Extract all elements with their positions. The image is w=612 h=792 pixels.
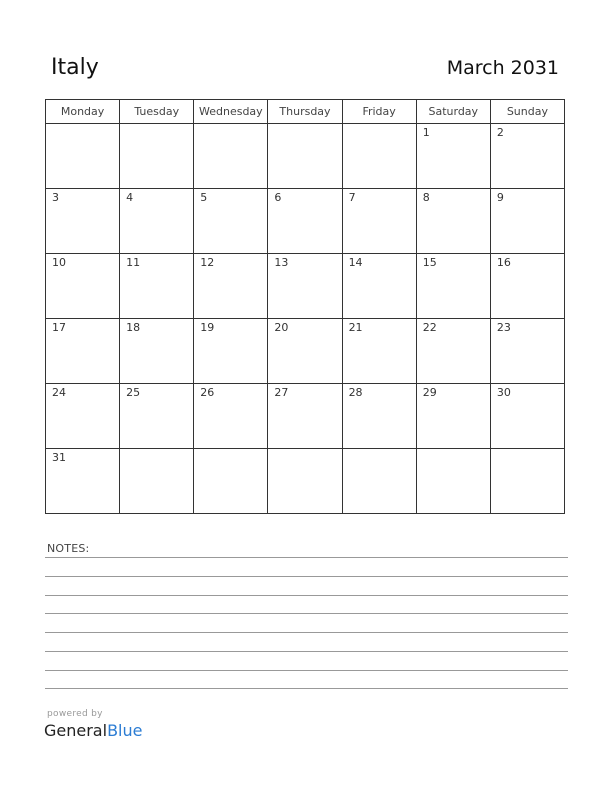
day-cell: [268, 449, 342, 514]
day-cell: [416, 384, 490, 449]
day-number: 6: [274, 191, 282, 204]
day-cell: [268, 254, 342, 319]
day-number: [120, 124, 193, 126]
day-number: 8: [422, 191, 430, 204]
day-cell: [490, 384, 564, 449]
day-cell: [194, 384, 268, 449]
week-row: [46, 124, 565, 189]
day-number: 28: [348, 386, 363, 399]
day-cell: [120, 189, 194, 254]
note-line: [45, 670, 568, 671]
day-number: 5: [200, 191, 208, 204]
day-number: 29: [422, 386, 437, 399]
weekday-header: Sunday: [490, 100, 564, 124]
day-cell: [46, 124, 120, 189]
day-cell: [342, 384, 416, 449]
day-number: 11: [126, 256, 141, 269]
day-number: 22: [422, 321, 437, 334]
note-line: [45, 595, 568, 596]
day-cell: [490, 189, 564, 254]
day-number: 15: [422, 256, 437, 269]
weekday-header-row: [46, 100, 565, 124]
day-cell: [416, 254, 490, 319]
note-line: [45, 613, 568, 614]
week-row: [46, 449, 565, 514]
day-cell: [342, 449, 416, 514]
day-cell: [194, 319, 268, 384]
day-cell: [342, 254, 416, 319]
day-cell: [46, 449, 120, 514]
day-number: 2: [496, 126, 504, 139]
week-row: [46, 319, 565, 384]
brand-logo-blue: Blue: [107, 721, 143, 740]
day-cell: [268, 189, 342, 254]
day-number: 18: [126, 321, 141, 334]
day-cell: [268, 384, 342, 449]
day-number: 23: [496, 321, 511, 334]
week-row: [46, 254, 565, 319]
country-title: Italy: [51, 55, 99, 80]
day-number: 30: [496, 386, 511, 399]
day-number: 7: [348, 191, 356, 204]
day-number: 4: [126, 191, 134, 204]
day-cell: [490, 254, 564, 319]
note-line: [45, 576, 568, 577]
week-row: [46, 189, 565, 254]
day-cell: [46, 189, 120, 254]
day-number: [194, 449, 267, 451]
brand-logo-general: General: [44, 721, 108, 740]
day-number: [268, 124, 341, 126]
day-number: 24: [52, 386, 66, 399]
day-number: [491, 449, 564, 451]
day-cell: [194, 124, 268, 189]
powered-by-text: powered by: [47, 709, 103, 719]
day-number: [46, 124, 119, 126]
week-row: [46, 384, 565, 449]
day-number: 26: [200, 386, 215, 399]
day-cell: [120, 124, 194, 189]
day-number: 27: [274, 386, 289, 399]
note-line: [45, 557, 568, 558]
day-number: [120, 449, 193, 451]
weekday-header: Saturday: [416, 100, 490, 124]
day-cell: [46, 384, 120, 449]
weekday-header: Thursday: [268, 100, 342, 124]
day-number: 1: [422, 126, 430, 139]
day-cell: [268, 319, 342, 384]
notes-label: NOTES:: [47, 542, 90, 555]
day-number: [343, 449, 416, 451]
day-cell: [194, 449, 268, 514]
day-cell: [194, 189, 268, 254]
day-cell: [490, 319, 564, 384]
day-cell: [342, 124, 416, 189]
weekday-header: Monday: [46, 100, 120, 124]
day-cell: [490, 449, 564, 514]
day-number: 21: [348, 321, 363, 334]
day-number: 25: [126, 386, 141, 399]
day-cell: [342, 189, 416, 254]
brand-logo: [44, 721, 142, 740]
day-number: [268, 449, 341, 451]
weekday-header: Tuesday: [120, 100, 194, 124]
note-line: [45, 651, 568, 652]
day-cell: [46, 254, 120, 319]
day-number: 17: [52, 321, 66, 334]
day-number: 13: [274, 256, 289, 269]
day-number: 12: [200, 256, 215, 269]
weekday-header: Friday: [342, 100, 416, 124]
day-cell: [416, 189, 490, 254]
day-cell: [490, 124, 564, 189]
day-cell: [416, 319, 490, 384]
day-number: 9: [496, 191, 504, 204]
day-number: 20: [274, 321, 289, 334]
calendar-grid: [45, 99, 565, 514]
day-number: 14: [348, 256, 363, 269]
day-number: 19: [200, 321, 215, 334]
day-number: [194, 124, 267, 126]
day-number: 16: [496, 256, 511, 269]
note-line: [45, 688, 568, 689]
month-year-title: March 2031: [446, 57, 559, 79]
day-cell: [416, 449, 490, 514]
day-cell: [416, 124, 490, 189]
day-cell: [194, 254, 268, 319]
day-cell: [120, 449, 194, 514]
day-cell: [120, 384, 194, 449]
day-number: 31: [52, 451, 66, 464]
day-number: [417, 449, 490, 451]
day-number: [343, 124, 416, 126]
day-cell: [342, 319, 416, 384]
weekday-header: Wednesday: [194, 100, 268, 124]
day-cell: [46, 319, 120, 384]
day-number: 3: [52, 191, 59, 204]
day-cell: [120, 254, 194, 319]
day-cell: [268, 124, 342, 189]
day-cell: [120, 319, 194, 384]
day-number: 10: [52, 256, 66, 269]
note-line: [45, 632, 568, 633]
